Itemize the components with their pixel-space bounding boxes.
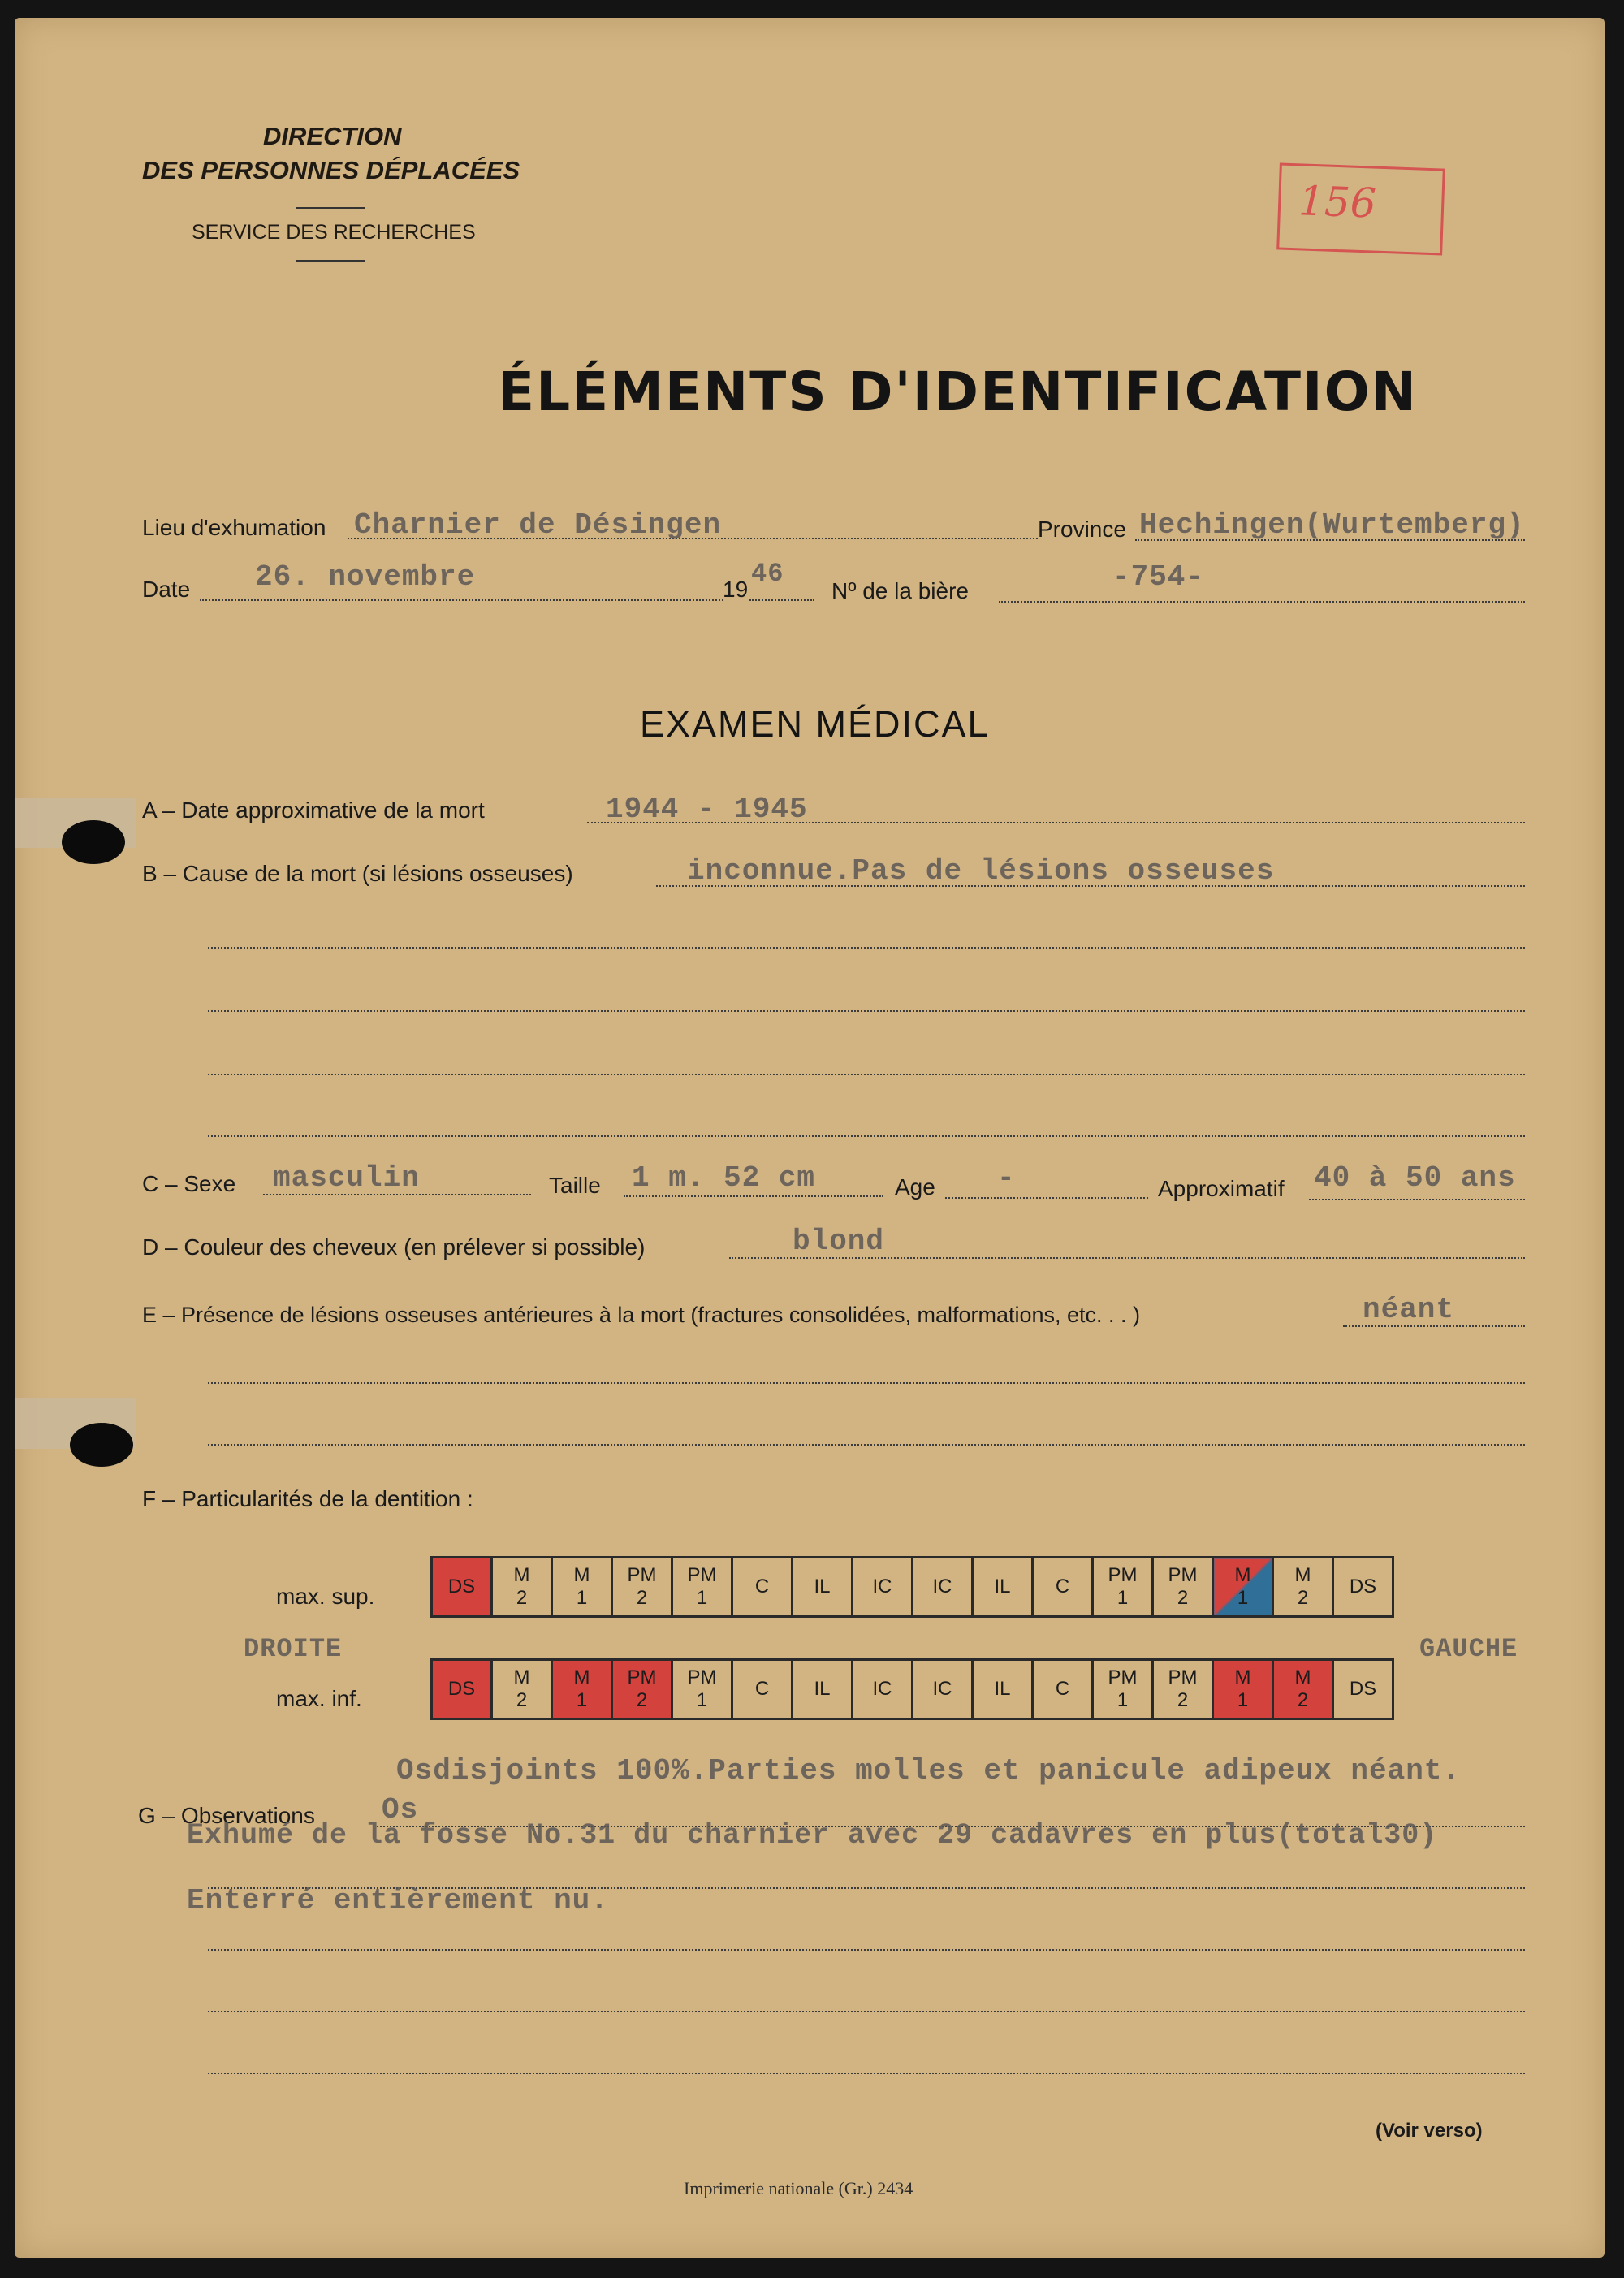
tooth-number: 2 (1297, 1587, 1309, 1609)
gauche-label: GAUCHE (1419, 1634, 1518, 1664)
upper-tooth-cell (913, 1558, 973, 1617)
max-sup-label: max. sup. (276, 1584, 375, 1609)
lower-tooth-cell (1213, 1660, 1273, 1719)
tooth-code: IC (872, 1678, 892, 1700)
tooth-number: 1 (1237, 1587, 1249, 1609)
biere-value: -754- (1112, 560, 1205, 594)
lower-tooth-cell (612, 1660, 672, 1719)
lower-tooth-cell (432, 1660, 492, 1719)
upper-tooth-cell (1273, 1558, 1333, 1617)
lower-tooth-cell (913, 1660, 973, 1719)
tooth-number: 1 (696, 1587, 708, 1609)
item-a-value: 1944 - 1945 (606, 793, 808, 826)
lower-tooth-cell (1153, 1660, 1213, 1719)
item-c-label: C – Sexe (142, 1171, 236, 1196)
tooth-code: PM (1168, 1564, 1198, 1586)
tooth-code: C (1055, 1678, 1070, 1700)
lower-tooth-cell (1333, 1660, 1393, 1719)
upper-tooth-cell (612, 1558, 672, 1617)
lower-tooth-cell (1093, 1660, 1153, 1719)
tooth-code: IC (872, 1576, 892, 1597)
item-b-line-2 (208, 947, 1525, 949)
tooth-code: IL (814, 1678, 831, 1700)
approx-value: 40 à 50 ans (1314, 1161, 1516, 1195)
imprimerie-footer: Imprimerie nationale (Gr.) 2434 (684, 2178, 914, 2198)
approx-dots (1309, 1199, 1525, 1200)
tooth-code: M (513, 1666, 530, 1688)
upper-tooth-cell (432, 1558, 492, 1617)
item-b-value: inconnue.Pas de lésions osseuses (687, 854, 1275, 888)
tooth-code: M (513, 1564, 530, 1586)
upper-tooth-cell (1033, 1558, 1093, 1617)
tooth-code: IL (994, 1576, 1011, 1597)
lower-tooth-cell (853, 1660, 913, 1719)
item-g-label: G – Observations (138, 1803, 315, 1828)
form-sheet (15, 18, 1605, 2258)
tooth-code: M (1294, 1666, 1311, 1688)
tooth-number: 2 (1177, 1689, 1189, 1711)
province-value: Hechingen(Wurtemberg) (1139, 508, 1525, 542)
tooth-code: DS (447, 1576, 476, 1597)
lower-tooth-cell (1273, 1660, 1333, 1719)
date-value: 26. novembre (255, 560, 476, 594)
tooth-number: 1 (576, 1587, 588, 1609)
tooth-code: IC (932, 1576, 952, 1597)
year-value: 46 (751, 559, 784, 589)
lower-teeth-chart (430, 1658, 1394, 1720)
obs-prefix: Os (382, 1793, 419, 1826)
item-a-label: A – Date approximative de la mort (142, 798, 485, 823)
item-b-label: B – Cause de la mort (si lésions osseuses) (142, 861, 573, 886)
tooth-code: IL (994, 1678, 1011, 1700)
upper-tooth-cell (793, 1558, 853, 1617)
item-e-line-3 (208, 1444, 1525, 1446)
tooth-code: DS (447, 1678, 476, 1700)
tooth-number: 1 (576, 1689, 588, 1711)
year-prefix: 19 (723, 577, 749, 602)
tooth-number: 1 (1237, 1689, 1249, 1711)
lower-tooth-cell (973, 1660, 1033, 1719)
tooth-number: 1 (1116, 1689, 1129, 1711)
item-b-line-4 (208, 1074, 1525, 1075)
item-f-label: F – Particularités de la dentition : (142, 1486, 473, 1511)
approx-label: Approximatif (1158, 1176, 1285, 1201)
punch-hole-1 (62, 820, 125, 864)
tooth-code: C (754, 1576, 770, 1597)
header-direction: DIRECTION (263, 122, 402, 150)
tooth-number: 2 (516, 1689, 528, 1711)
tooth-code: C (754, 1678, 770, 1700)
lower-tooth-cell (552, 1660, 612, 1719)
tooth-code: C (1055, 1576, 1070, 1597)
province-label: Province (1038, 517, 1126, 542)
upper-tooth-cell (1213, 1558, 1273, 1617)
tooth-number: 2 (636, 1587, 648, 1609)
upper-tooth-cell (732, 1558, 793, 1617)
tooth-code: M (1234, 1666, 1251, 1688)
tooth-code: M (573, 1564, 590, 1586)
upper-tooth-cell (973, 1558, 1033, 1617)
upper-tooth-cell (1153, 1558, 1213, 1617)
droite-label: DROITE (244, 1634, 343, 1664)
obs-dots-5 (208, 2073, 1525, 2074)
tooth-code: DS (1349, 1576, 1377, 1597)
lower-tooth-cell (672, 1660, 732, 1719)
tooth-code: PM (687, 1666, 717, 1688)
header-rule-bottom (296, 260, 365, 262)
punch-hole-2 (70, 1423, 133, 1467)
lower-tooth-cell (492, 1660, 552, 1719)
age-value: - (997, 1161, 1016, 1195)
tooth-number: 1 (1116, 1587, 1129, 1609)
item-e-label: E – Présence de lésions osseuses antérieures à la mort (fractures consolidées, malformations, etc. . . ) (142, 1303, 1141, 1327)
biere-label: Nº de la bière (831, 578, 969, 603)
biere-dots (999, 601, 1525, 603)
taille-value: 1 m. 52 cm (632, 1161, 816, 1195)
header-rule-top (296, 207, 365, 209)
obs-line-2: Exhumé de la fosse No.31 du charnier avec 29 cadavres en plus(total30) (187, 1819, 1438, 1852)
item-b-line-5 (208, 1135, 1525, 1137)
tooth-code: PM (627, 1666, 657, 1688)
year-dots (749, 599, 814, 601)
tooth-code: M (573, 1666, 590, 1688)
date-dots (200, 599, 723, 601)
tooth-code: PM (1168, 1666, 1198, 1688)
exam-title: EXAMEN MÉDICAL (640, 703, 990, 745)
lieu-label: Lieu d'exhumation (142, 515, 326, 540)
obs-line-1: Osdisjoints 100%.Parties molles et panicule adipeux néant. (396, 1754, 1462, 1787)
tooth-number: 2 (1177, 1587, 1189, 1609)
upper-tooth-cell (672, 1558, 732, 1617)
tooth-code: PM (1108, 1666, 1138, 1688)
page-title: ÉLÉMENTS D'IDENTIFICATION (498, 361, 1418, 423)
upper-tooth-cell (1333, 1558, 1393, 1617)
tooth-number: 2 (636, 1689, 648, 1711)
item-e-line-2 (208, 1382, 1525, 1384)
tooth-code: PM (1108, 1564, 1138, 1586)
taille-label: Taille (549, 1173, 601, 1198)
upper-tooth-cell (492, 1558, 552, 1617)
taille-dots (624, 1195, 883, 1197)
tooth-code: IC (932, 1678, 952, 1700)
date-label: Date (142, 577, 191, 602)
tooth-code: M (1294, 1564, 1311, 1586)
obs-dots-4 (208, 2011, 1525, 2012)
obs-line-3: Enterré entièrement nu. (187, 1884, 609, 1917)
item-d-label: D – Couleur des cheveux (en prélever si possible) (142, 1234, 646, 1260)
tooth-code: DS (1349, 1678, 1377, 1700)
tooth-code: IL (814, 1576, 831, 1597)
tooth-code: PM (627, 1564, 657, 1586)
item-b-line-3 (208, 1010, 1525, 1012)
upper-tooth-cell (853, 1558, 913, 1617)
tooth-number: 1 (696, 1689, 708, 1711)
stamp-number: 156 (1298, 177, 1377, 227)
header-personnes: DES PERSONNES DÉPLACÉES (142, 156, 520, 184)
upper-teeth-chart (430, 1556, 1394, 1618)
tooth-number: 2 (1297, 1689, 1309, 1711)
tooth-number: 2 (516, 1587, 528, 1609)
max-inf-label: max. inf. (276, 1686, 362, 1711)
header-service: SERVICE DES RECHERCHES (192, 221, 476, 244)
lower-tooth-cell (793, 1660, 853, 1719)
tooth-code: PM (687, 1564, 717, 1586)
upper-tooth-cell (1093, 1558, 1153, 1617)
age-dots (945, 1197, 1148, 1199)
sexe-value: masculin (273, 1161, 420, 1195)
lower-tooth-cell (732, 1660, 793, 1719)
lower-tooth-cell (1033, 1660, 1093, 1719)
voir-verso: (Voir verso) (1376, 2120, 1483, 2142)
tooth-code: M (1234, 1564, 1251, 1586)
lieu-value: Charnier de Désingen (354, 508, 722, 542)
number-stamp (1276, 162, 1445, 255)
item-d-value: blond (793, 1225, 885, 1258)
item-e-value: néant (1363, 1293, 1455, 1326)
age-label: Age (895, 1174, 935, 1200)
upper-tooth-cell (552, 1558, 612, 1617)
obs-dots-3 (208, 1949, 1525, 1951)
